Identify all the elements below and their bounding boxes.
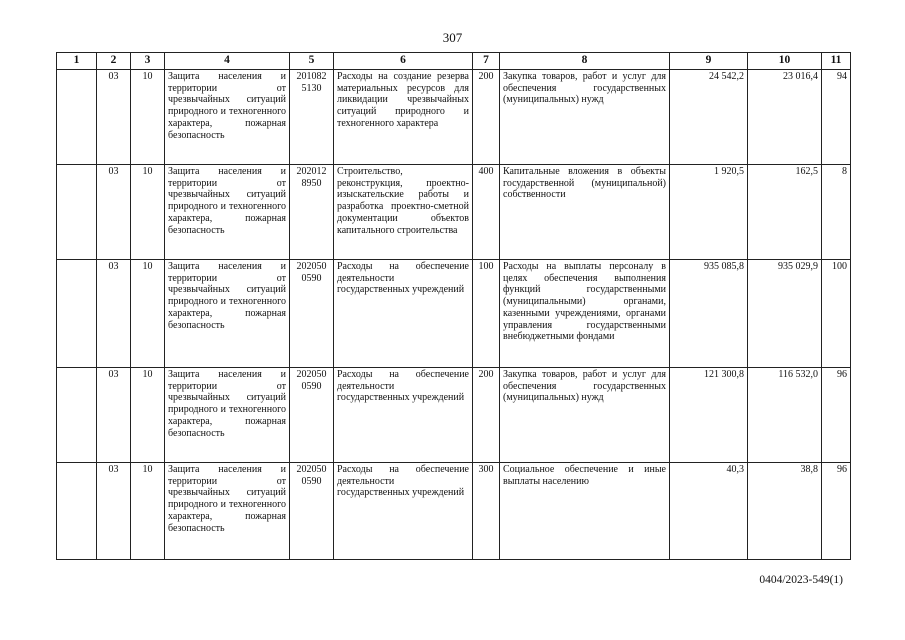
- header-row: [57, 53, 851, 70]
- cell-expense-type-name: Расходы на выплаты персоналу в целях обеспечения выполнения функций государственными (муниципальными) органами, казенными учреждениями, органами управления государственными внебюджетными фондами: [500, 260, 670, 368]
- cell-subsection: 10: [131, 260, 165, 368]
- cell-target-name: Строительство, реконструкция, проектно-изыскательские работы и разработка проектно-сметной документации объектов капитального строительства: [334, 165, 473, 260]
- cell-executed: 116 532,0: [748, 368, 822, 463]
- cell-expense-type-name: Закупка товаров, работ и услуг для обеспечения государственных (муниципальных) нужд: [500, 70, 670, 165]
- cell-target-name: Расходы на обеспечение деятельности государственных учреждений: [334, 463, 473, 560]
- cell-subsection-name: Защита населения и территории от чрезвычайных ситуаций природного и техногенного характера, пожарная безопасность: [165, 463, 290, 560]
- cell-section: 03: [97, 70, 131, 165]
- cell-target-name: Расходы на обеспечение деятельности государственных учреждений: [334, 368, 473, 463]
- cell-section: 03: [97, 260, 131, 368]
- cell-target-name: Расходы на обеспечение деятельности государственных учреждений: [334, 260, 473, 368]
- header-col-11: 11: [822, 53, 851, 70]
- cell-percent: 96: [822, 463, 851, 560]
- header-col-5: 5: [290, 53, 334, 70]
- cell-section: 03: [97, 463, 131, 560]
- table-row: [57, 70, 851, 165]
- cell-expense-type: 100: [473, 260, 500, 368]
- cell-expense-type-name: Социальное обеспечение и иные выплаты населению: [500, 463, 670, 560]
- cell-expense-type: 200: [473, 70, 500, 165]
- cell-planned: 1 920,5: [670, 165, 748, 260]
- cell-executed: 162,5: [748, 165, 822, 260]
- cell-col1: [57, 368, 97, 463]
- cell-expense-type: 300: [473, 463, 500, 560]
- table-row: [57, 463, 851, 560]
- header-col-3: 3: [131, 53, 165, 70]
- cell-planned: 121 300,8: [670, 368, 748, 463]
- cell-target-name: Расходы на создание резерва материальных ресурсов для ликвидации чрезвычайных ситуаций природного и техногенного характера: [334, 70, 473, 165]
- cell-subsection: 10: [131, 368, 165, 463]
- cell-executed: 23 016,4: [748, 70, 822, 165]
- cell-planned: 40,3: [670, 463, 748, 560]
- cell-expense-type: 400: [473, 165, 500, 260]
- cell-planned: 935 085,8: [670, 260, 748, 368]
- budget-table: [56, 52, 851, 560]
- cell-target-code: 202050 0590: [290, 260, 334, 368]
- page-number: 307: [442, 30, 463, 45]
- cell-subsection: 10: [131, 463, 165, 560]
- cell-expense-type: 200: [473, 368, 500, 463]
- header-col-10: 10: [748, 53, 822, 70]
- cell-target-code: 202050 0590: [290, 368, 334, 463]
- cell-target-code: 202012 8950: [290, 165, 334, 260]
- header-col-6: 6: [334, 53, 473, 70]
- header-col-1: 1: [57, 53, 97, 70]
- cell-subsection: 10: [131, 165, 165, 260]
- table-row: [57, 165, 851, 260]
- cell-col1: [57, 463, 97, 560]
- cell-expense-type-name: Закупка товаров, работ и услуг для обеспечения государственных (муниципальных) нужд: [500, 368, 670, 463]
- header-col-2: 2: [97, 53, 131, 70]
- header-col-9: 9: [670, 53, 748, 70]
- cell-subsection-name: Защита населения и территории от чрезвычайных ситуаций природного и техногенного характера, пожарная безопасность: [165, 260, 290, 368]
- cell-subsection: 10: [131, 70, 165, 165]
- cell-percent: 8: [822, 165, 851, 260]
- cell-section: 03: [97, 165, 131, 260]
- cell-percent: 96: [822, 368, 851, 463]
- header-col-4: 4: [165, 53, 290, 70]
- table-row: [57, 260, 851, 368]
- table-row: [57, 368, 851, 463]
- cell-target-code: 202050 0590: [290, 463, 334, 560]
- cell-col1: [57, 70, 97, 165]
- cell-subsection-name: Защита населения и территории от чрезвычайных ситуаций природного и техногенного характера, пожарная безопасность: [165, 70, 290, 165]
- cell-col1: [57, 165, 97, 260]
- cell-section: 03: [97, 368, 131, 463]
- cell-planned: 24 542,2: [670, 70, 748, 165]
- cell-subsection-name: Защита населения и территории от чрезвычайных ситуаций природного и техногенного характера, пожарная безопасность: [165, 368, 290, 463]
- cell-target-code: 201082 5130: [290, 70, 334, 165]
- document-code: 0404/2023-549(1): [759, 574, 843, 586]
- cell-executed: 38,8: [748, 463, 822, 560]
- header-col-8: 8: [500, 53, 670, 70]
- cell-percent: 94: [822, 70, 851, 165]
- cell-subsection-name: Защита населения и территории от чрезвычайных ситуаций природного и техногенного характера, пожарная безопасность: [165, 165, 290, 260]
- cell-percent: 100: [822, 260, 851, 368]
- cell-col1: [57, 260, 97, 368]
- cell-expense-type-name: Капитальные вложения в объекты государственной (муниципальной) собственности: [500, 165, 670, 260]
- header-col-7: 7: [473, 53, 500, 70]
- cell-executed: 935 029,9: [748, 260, 822, 368]
